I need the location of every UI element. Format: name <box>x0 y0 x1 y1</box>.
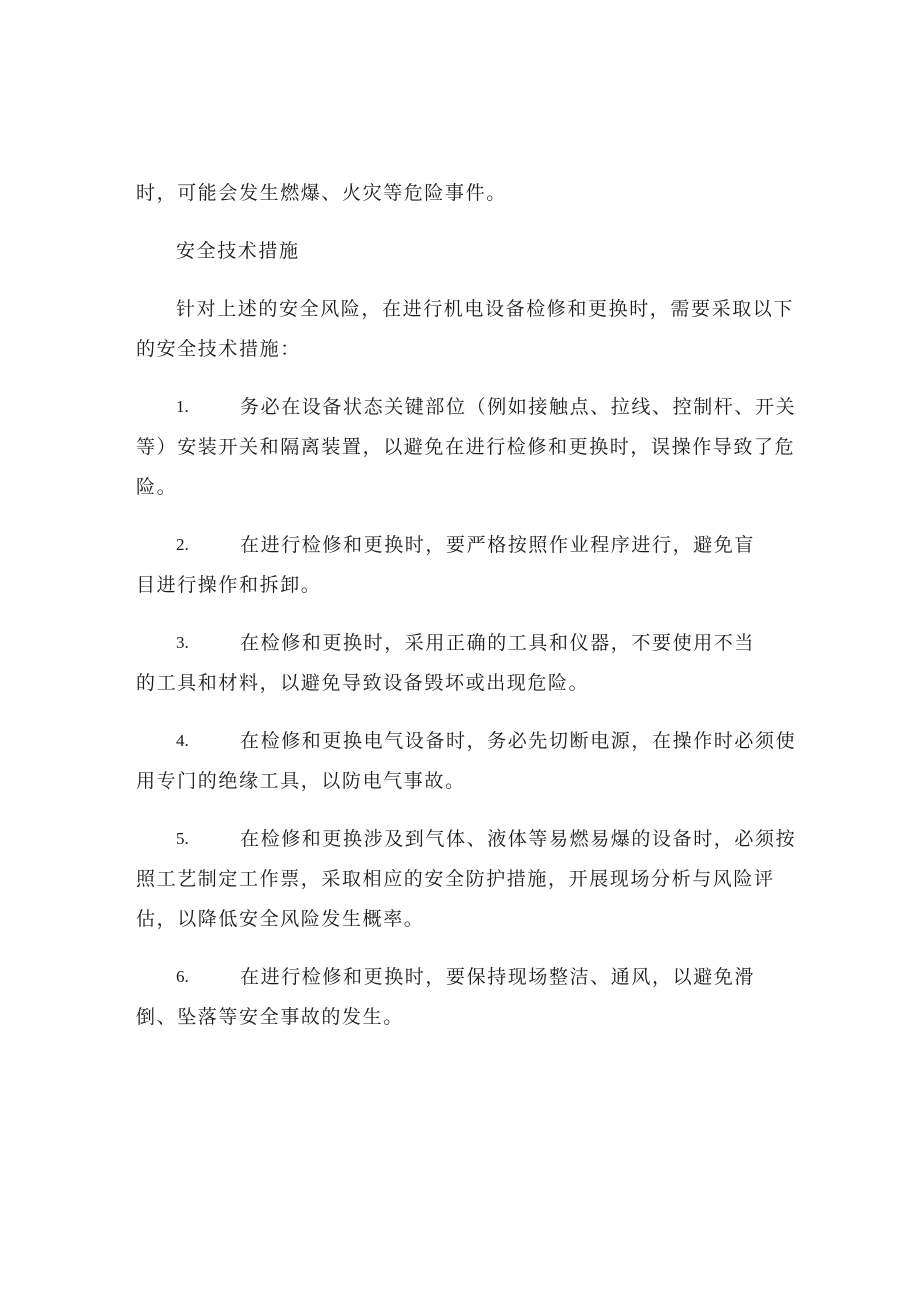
list-item-line: 估，以降低安全风险发生概率。 <box>136 908 425 930</box>
list-item-number: 5. <box>176 829 189 848</box>
list-item-line: 倒、坠落等安全事故的发生。 <box>136 1006 404 1028</box>
list-item-line: 的工具和材料，以避免导致设备毁坏或出现危险。 <box>136 672 590 694</box>
section-lead-line-2: 的安全技术措施： <box>136 338 301 360</box>
section-heading: 安全技术措施 <box>176 240 300 262</box>
list-item-line: 在检修和更换涉及到气体、液体等易燃易爆的设备时，必须按 <box>240 828 797 850</box>
list-item-line: 在检修和更换电气设备时，务必先切断电源，在操作时必须使 <box>240 730 797 752</box>
list-item-line: 用专门的绝缘工具，以防电气事故。 <box>136 770 466 792</box>
section-lead-line-1: 针对上述的安全风险，在进行机电设备检修和更换时，需要采取以下 <box>176 298 795 320</box>
list-item-number: 3. <box>176 633 189 652</box>
list-item-number: 6. <box>176 967 189 986</box>
list-item-line: 务必在设备状态关键部位（例如接触点、拉线、控制杆、开关 <box>240 396 797 418</box>
list-item-line: 照工艺制定工作票，采取相应的安全防护措施，开展现场分析与风险评 <box>136 868 775 890</box>
list-item-number: 4. <box>176 731 189 750</box>
list-item-line: 在进行检修和更换时，要严格按照作业程序进行，避免盲 <box>240 534 756 556</box>
list-item-number: 2. <box>176 535 189 554</box>
list-item-line: 在进行检修和更换时，要保持现场整洁、通风，以避免滑 <box>240 966 756 988</box>
list-item-line: 在检修和更换时，采用正确的工具和仪器，不要使用不当 <box>240 632 756 654</box>
list-item-line: 目进行操作和拆卸。 <box>136 574 322 596</box>
list-item-line: 险。 <box>136 476 178 498</box>
intro-tail-line: 时，可能会发生燃爆、火灾等危险事件。 <box>136 182 507 204</box>
list-item-line: 等）安装开关和隔离装置，以避免在进行检修和更换时，误操作导致了危 <box>136 436 796 458</box>
list-item-number: 1. <box>176 397 189 416</box>
